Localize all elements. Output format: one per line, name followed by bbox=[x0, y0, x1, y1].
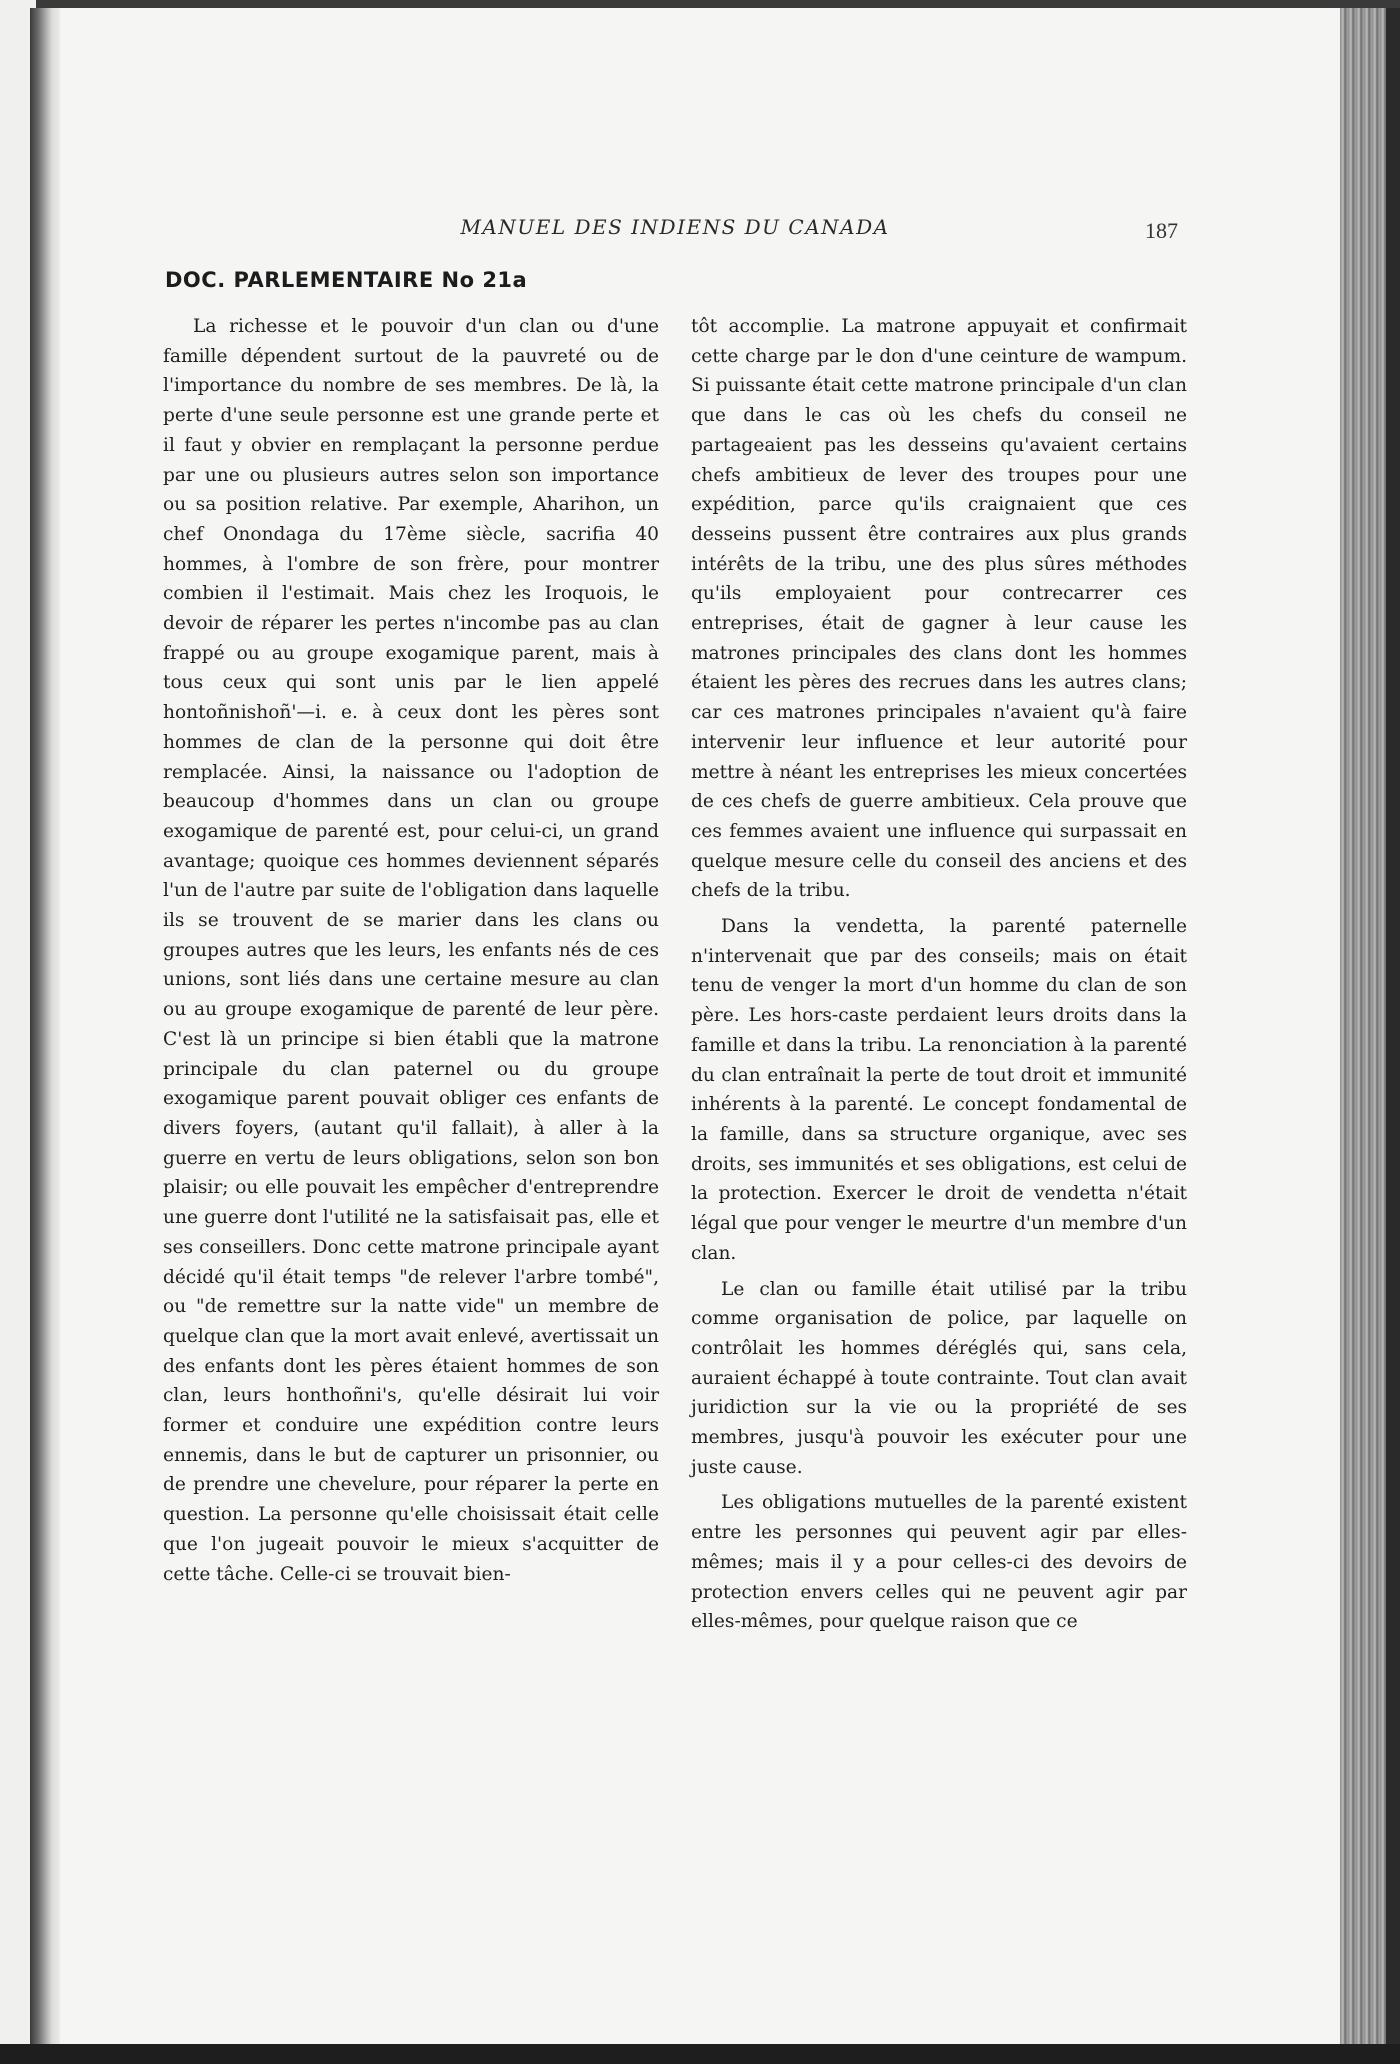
paragraph: Dans la vendetta, la parenté paternelle n'intervenait que par des conseils; mais on était tenu de venger la mort d'un homme du clan de son père. Les hors-caste perdaient leurs droits dans la famille et dans la tribu. La renonciation à la parenté du clan entraînait la perte de tout droit et immunité inhérents à la parenté. Le concept fondamental de la famille, dans sa structure organique, avec ses droits, ses immunités et ses obligations, est celui de la protection. Exercer le droit de vendetta n'était légal que pour venger le meurtre d'un membre d'un clan. bbox=[691, 916, 1187, 1264]
running-title: MANUEL DES INDIENS DU CANADA bbox=[460, 215, 890, 239]
page-stack-edges bbox=[1340, 8, 1400, 2048]
book-gutter-shadow bbox=[30, 8, 64, 2044]
right-text-column bbox=[691, 312, 1187, 1637]
page-number: 187 bbox=[1145, 218, 1178, 243]
document-label: DOC. PARLEMENTAIRE No 21a bbox=[165, 268, 528, 292]
paragraph: La richesse et le pouvoir d'un clan ou d'une famille dépendent surtout de la pauvreté ou de l'importance du nombre de ses membres. De là, la perte d'une seule personne est une grande perte et il faut y obvier en remplaçant la personne perdue par une ou plusieurs autres selon son importance ou sa position relative. Par exemple, Aharihon, un chef Onondaga du 17ème siècle, sacrifia 40 hommes, à l'ombre de son frère, pour montrer combien il l'estimait. Mais chez les Iroquois, le devoir de réparer les pertes n'incombe pas au clan frappé ou au groupe exogamique parent, mais à tous ceux qui sont unis par le lien appelé hontoñnishoñ'—i. e. à ceux dont les pères sont hommes de clan de la personne qui doit être remplacée. Ainsi, la naissance ou l'adoption de beaucoup d'hommes dans un clan ou groupe exogamique de parenté est, pour celui-ci, un grand avantage; quoique ces hommes deviennent séparés l'un de l'autre par suite de l'obligation dans laquelle ils se trouvent de se marier dans les clans ou groupes autres que les leurs, les enfants nés de ces unions, sont liés dans une certaine mesure au clan ou au groupe exogamique de parenté de leur père. C'est là un principe si bien établi que la matrone principale du clan paternel ou du groupe exogamique parent pouvait obliger ces enfants de divers foyers, (autant qu'il fallait), à aller à la guerre en vertu de leurs obligations, selon son bon plaisir; ou elle pouvait les empêcher d'entreprendre une guerre dont l'utilité ne la satisfaisait pas, elle et ses conseillers. Donc cette matrone principale ayant décidé qu'il était temps "de relever l'arbre tombé", ou "de remettre sur la natte vide" un membre de quelque clan que la mort avait enlevé, avertissait un des enfants dont les pères étaient hommes de son clan, leurs honthoñni's, qu'elle désirait lui voir former et conduire une expédition contre leurs ennemis, dans le but de capturer un prisonnier, ou de prendre une chevelure, pour réparer la perte en question. La personne qu'elle choisissait était celle que l'on jugeait pouvoir le mieux s'acquitter de cette tâche. Celle-ci se trouvait bien- bbox=[163, 316, 659, 1585]
paragraph: tôt accomplie. La matrone appuyait et confirmait cette charge par le don d'une ceinture de wampum. Si puissante était cette matrone principale d'un clan que dans le cas où les chefs du conseil ne partageaient pas les desseins qu'avaient certains chefs ambitieux de lever des troupes pour une expédition, parce qu'ils craignaient que ces desseins pussent être contraires aux plus grands intérêts de la tribu, une des plus sûres méthodes qu'ils employaient pour contrecarrer ces entreprises, était de gagner à leur cause les matrones principales des clans dont les hommes étaient les pères des recrues dans les autres clans; car ces matrones principales n'avaient qu'à faire intervenir leur influence et leur autorité pour mettre à néant les entreprises les mieux concertées de ces chefs de guerre ambitieux. Cela prouve que ces femmes avaient une influence qui surpassait en quelque mesure celle du conseil des anciens et des chefs de la tribu. bbox=[691, 316, 1187, 902]
paragraph: Les obligations mutuelles de la parenté existent entre les personnes qui peuvent agir par elles-mêmes; mais il y a pour celles-ci des devoirs de protection envers celles qui ne peuvent agir par elles-mêmes, pour quelque raison que ce bbox=[691, 1492, 1187, 1633]
scan-bottom-border bbox=[0, 2044, 1400, 2064]
left-text-column bbox=[163, 312, 659, 1589]
paragraph: Le clan ou famille était utilisé par la tribu comme organisation de police, par laquelle on contrôlait les hommes déréglés qui, sans cela, auraient échappé à toute contrainte. Tout clan avait juridiction sur la vie ou la propriété de ses membres, jusqu'à pouvoir les exécuter pour une juste cause. bbox=[691, 1278, 1187, 1478]
